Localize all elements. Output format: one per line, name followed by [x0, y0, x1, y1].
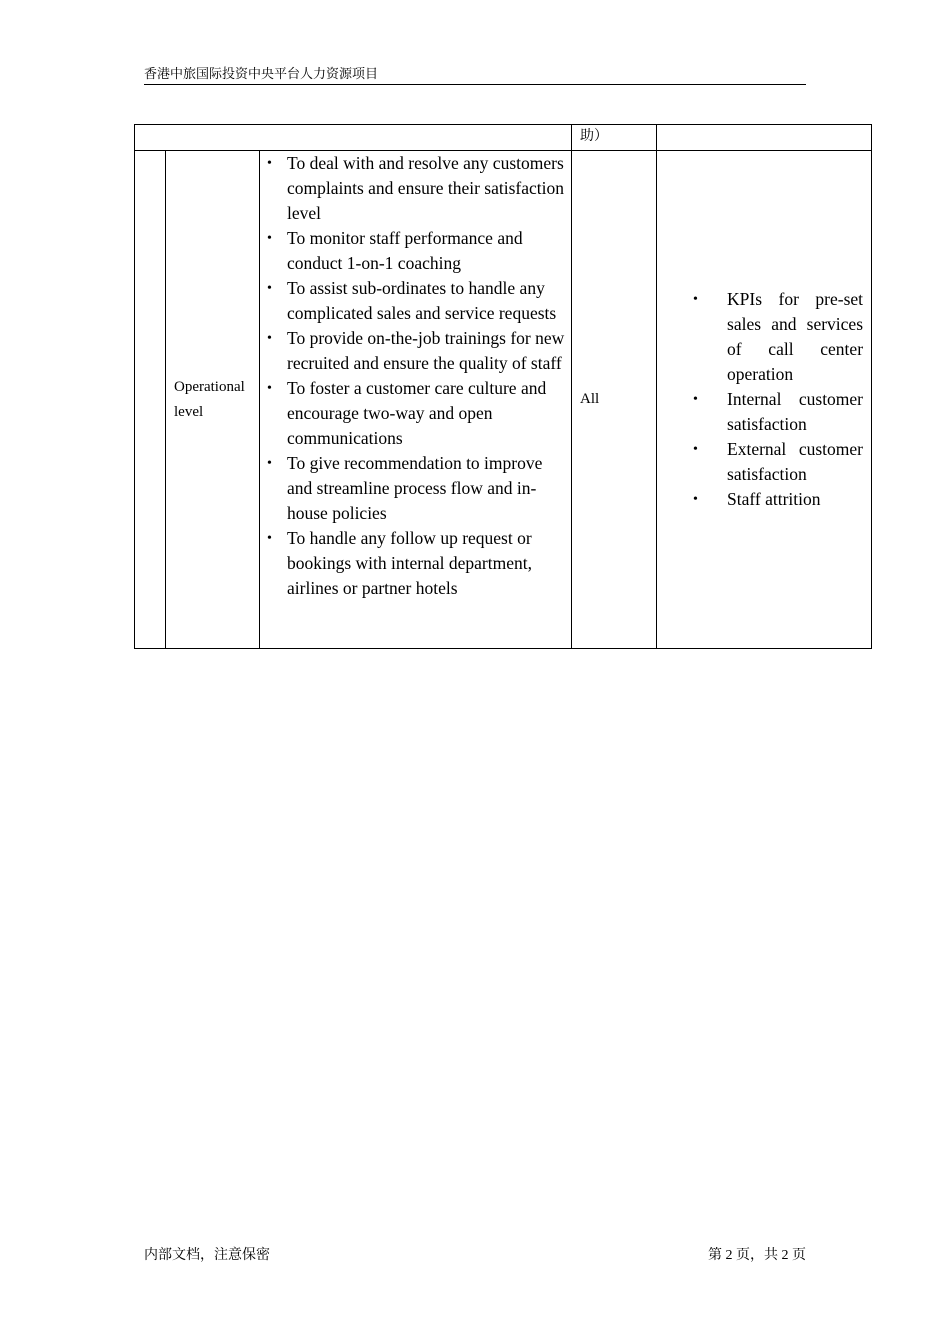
responsibilities-cell — [260, 151, 572, 649]
table-row — [135, 151, 872, 649]
bullet-icon: • — [693, 492, 698, 507]
level-cell: Operational level — [166, 151, 260, 649]
responsibility-table — [134, 124, 872, 649]
footer-page-number: 第 2 页，共 2 页 — [708, 1248, 806, 1263]
table-cell-empty — [657, 125, 872, 151]
table-cell-continuation: 助） — [572, 125, 657, 151]
list-item: • To handle any follow up request or bookings with internal department, airlines or partner hotels — [267, 528, 532, 598]
bullet-icon: • — [267, 231, 272, 246]
table-cell-empty — [135, 125, 572, 151]
scope-cell: All — [572, 151, 657, 649]
list-item: • External customer satisfaction — [693, 439, 864, 484]
bullet-icon: • — [267, 456, 272, 471]
list-item: • To deal with and resolve any customers complaints and ensure their satisfaction level — [267, 153, 565, 223]
list-item: • To assist sub-ordinates to handle any complicated sales and service requests — [267, 278, 557, 323]
bullet-icon: • — [693, 442, 698, 457]
kpi-list — [657, 287, 871, 512]
list-item: • To give recommendation to improve and streamline process flow and in-house policies — [267, 453, 543, 523]
bullet-icon: • — [267, 156, 272, 171]
footer-confidential-note: 内部文档，注意保密 — [144, 1248, 270, 1263]
table-row-continuation — [135, 125, 872, 151]
header-title: 香港中旅国际投资中央平台人力资源项目 — [144, 66, 379, 81]
bullet-icon: • — [267, 331, 272, 346]
table-cell-index — [135, 151, 166, 649]
kpi-cell — [657, 151, 872, 649]
list-item: • To foster a customer care culture and encourage two-way and open communications — [267, 378, 547, 448]
list-item: • To monitor staff performance and conduct 1-on-1 coaching — [267, 228, 523, 273]
bullet-icon: • — [693, 392, 698, 407]
bullet-icon: • — [267, 381, 272, 396]
responsibilities-list — [260, 151, 571, 601]
list-item: • Internal customer satisfaction — [693, 389, 864, 434]
bullet-icon: • — [267, 281, 272, 296]
page-header — [144, 64, 806, 85]
list-item: • KPIs for pre-set sales and services of call center operation — [693, 289, 864, 384]
list-item: • To provide on-the-job trainings for new recruited and ensure the quality of staff — [267, 328, 565, 373]
bullet-icon: • — [267, 531, 272, 546]
bullet-icon: • — [693, 292, 698, 307]
list-item: • Staff attrition — [657, 487, 871, 512]
